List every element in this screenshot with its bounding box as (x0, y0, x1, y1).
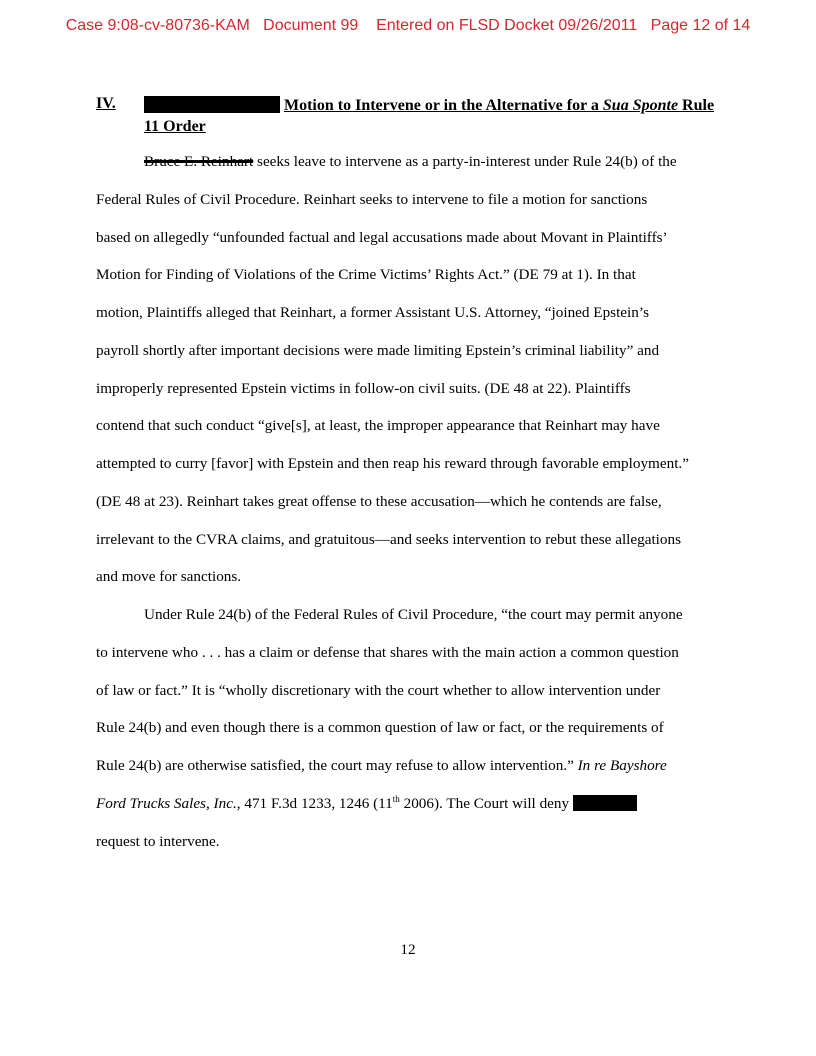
paragraph-line: (DE 48 at 23). Reinhart takes great offense to these accusation—which he contends are false, (96, 492, 662, 510)
heading-line-2: 11 Order (144, 118, 206, 135)
paragraph-line: Ford Trucks Sales, Inc., 471 F.3d 1233, 1246 (11th 2006). The Court will deny (96, 794, 726, 832)
paragraph-line: to intervene who . . . has a claim or defense that shares with the main action a common question (96, 643, 679, 661)
redaction-block (573, 795, 637, 811)
body-text (96, 152, 726, 869)
paragraph-line: irrelevant to the CVRA claims, and gratuitous—and seeks intervention to rebut these allegations (96, 530, 681, 548)
paragraph-line: Rule 24(b) are otherwise satisfied, the court may refuse to allow intervention.” In re Bayshore (96, 757, 667, 774)
paragraph-line: motion, Plaintiffs alleged that Reinhart, a former Assistant U.S. Attorney, “joined Epstein’s (96, 304, 649, 321)
struck-name: Bruce E. Reinhart (144, 153, 254, 170)
heading-italic: Sua Sponte (602, 97, 679, 114)
paragraph-line: payroll shortly after important decisions were made limiting Epstein’s criminal liability” and (96, 341, 660, 359)
page-of-total: Page 12 of 14 (650, 17, 751, 34)
section-number: IV. (96, 95, 116, 112)
paragraph-line: and move for sanctions. (96, 568, 242, 586)
paragraph-line: based on allegedly “unfounded factual and legal accusations made about Movant in Plaintiffs’ (96, 228, 668, 246)
case-number: Case 9:08-cv-80736-KAM (65, 17, 250, 34)
paragraph-line: Federal Rules of Civil Procedure. Reinhart seeks to intervene to file a motion for sanctions (96, 190, 648, 208)
section-heading (144, 95, 724, 137)
redaction-block (144, 96, 280, 113)
case-citation: In re Bayshore (577, 757, 667, 774)
case-citation: Ford Trucks Sales, Inc. (96, 794, 237, 812)
paragraph-line: request to intervene. (96, 832, 220, 850)
heading-text-2: Rule (678, 97, 715, 114)
document-number: Document 99 (263, 17, 359, 34)
paragraph-line: Motion for Finding of Violations of the Crime Victims’ Rights Act.” (DE 79 at 1). In that (96, 266, 636, 284)
page-number: 12 (400, 941, 416, 958)
paragraph-line: Under Rule 24(b) of the Federal Rules of Civil Procedure, “the court may permit anyone (144, 606, 683, 623)
paragraph-line: attempted to curry [favor] with Epstein and then reap his reward through favorable employment.” (96, 455, 689, 472)
paragraph-line: of law or fact.” It is “wholly discretionary with the court whether to allow intervention under (96, 681, 661, 699)
docket-entry: Entered on FLSD Docket 09/26/2011 (376, 17, 638, 34)
paragraph-line: Bruce E. Reinhart seeks leave to intervene as a party-in-interest under Rule 24(b) of the (144, 153, 677, 170)
paragraph-line: Rule 24(b) and even though there is a common question of law or fact, or the requirements of (96, 719, 664, 737)
court-filing-header (0, 17, 816, 35)
paragraph-line: improperly represented Epstein victims in follow-on civil suits. (DE 48 at 22). Plaintiffs (96, 379, 631, 397)
heading-text-1: Motion to Intervene or in the Alternative for a (284, 97, 603, 114)
paragraph-line: contend that such conduct “give[s], at least, the improper appearance that Reinhart may have (96, 417, 660, 435)
